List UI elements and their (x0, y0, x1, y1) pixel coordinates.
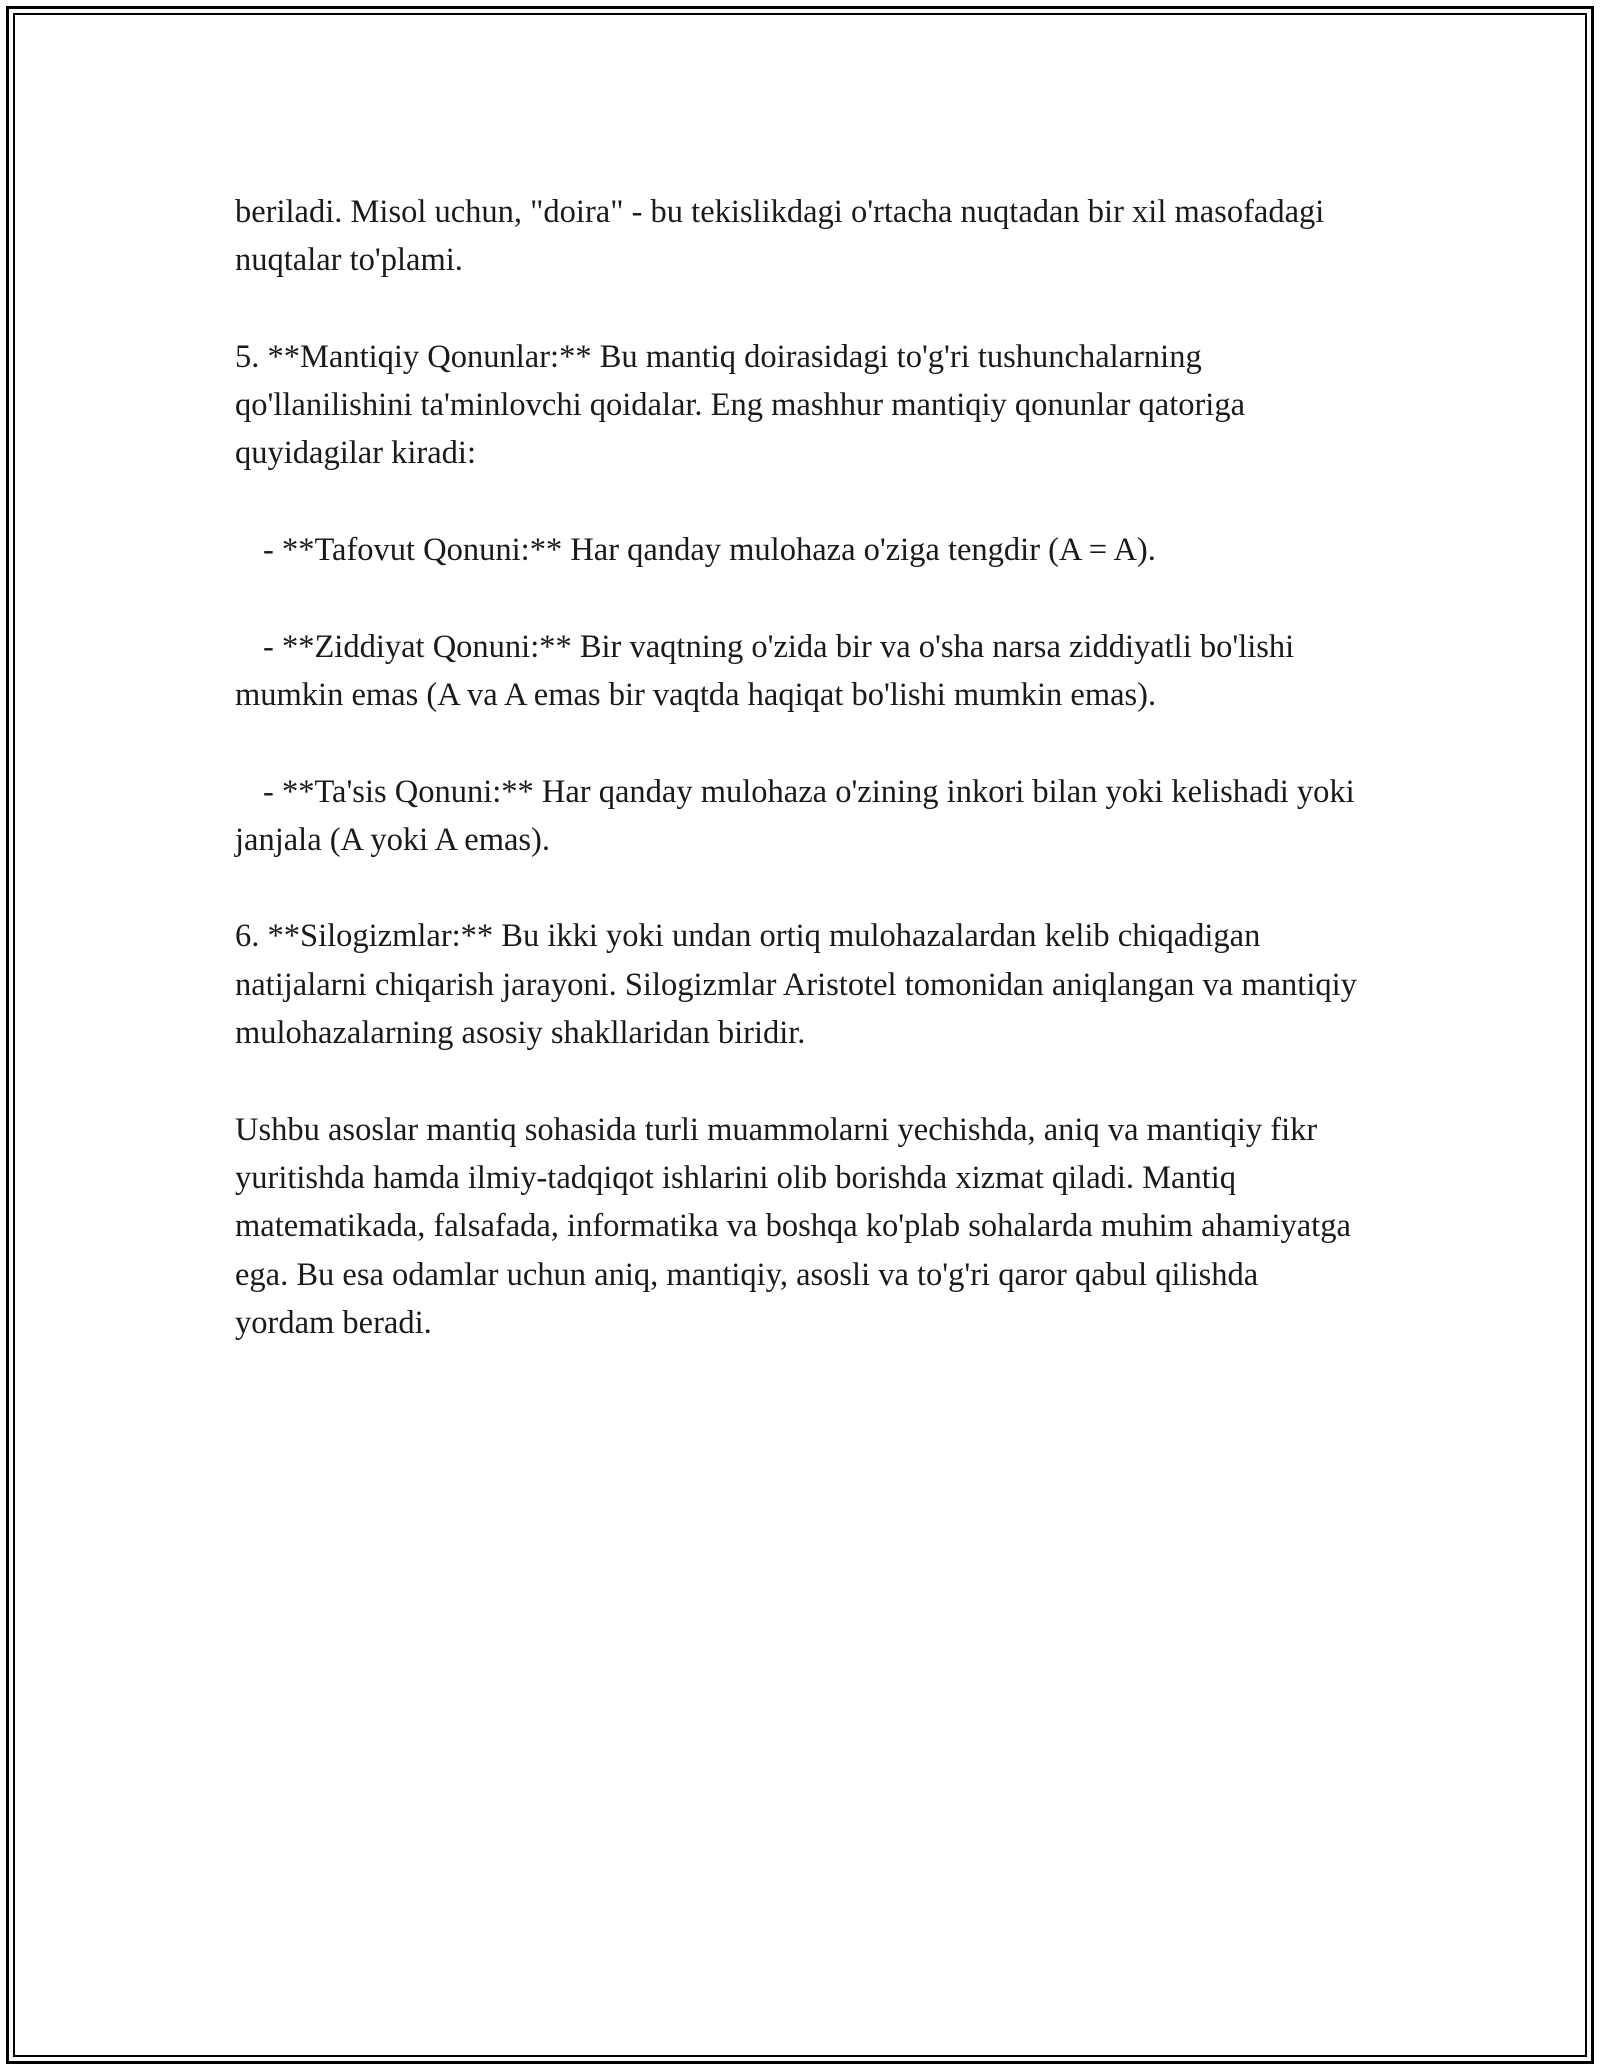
document-body (235, 188, 1365, 1395)
paragraph-mantiqiy-qonunlar: 5. **Mantiqiy Qonunlar:** Bu mantiq doirasidagi to'g'ri tushunchalarning qo'llanilishini ta'minlovchi qoidalar. Eng mashhur mantiqiy qonunlar qatoriga quyidagilar kiradi: (235, 338, 1246, 472)
paragraph-conclusion: Ushbu asoslar mantiq sohasida turli muammolarni yechishda, aniq va mantiqiy fikr yuritishda hamda ilmiy-tadqiqot ishlarini olib borishda xizmat qiladi. Mantiq matematikada, falsafada, informatika va boshqa ko'plab sohalarda muhim ahamiyatga ega. Bu esa odamlar uchun aniq, mantiqiy, asosli va to'g'ri qaror qabul qilishda yordam beradi. (235, 1111, 1351, 1341)
list-item-tasis-qonuni: - **Ta'sis Qonuni:** Har qanday mulohaza o'zining inkori bilan yoki kelishadi yoki janjala (A yoki A emas). (235, 773, 1355, 858)
paragraph-silogizmlar: 6. **Silogizmlar:** Bu ikki yoki undan ortiq mulohazalardan kelib chiqadigan natijalarni chiqarish jarayoni. Silogizmlar Aristotel tomonidan aniqlangan va mantiqiy mulohazalarning asosiy shakllaridan biridir. (235, 918, 1357, 1052)
list-item-tafovut-qonuni: - **Tafovut Qonuni:** Har qanday mulohaza o'ziga tengdir (A = A). (263, 532, 1156, 569)
paragraph-doira-definition: beriladi. Misol uchun, "doira" - bu tekislikdagi o'rtacha nuqtadan bir xil masofadagi nuqtalar to'plami. (235, 194, 1325, 279)
list-item-ziddiyat-qonuni: - **Ziddiyat Qonuni:** Bir vaqtning o'zida bir va o'sha narsa ziddiyatli bo'lishi mumkin emas (A va A emas bir vaqtda haqiqat bo'lishi mumkin emas). (235, 628, 1295, 713)
